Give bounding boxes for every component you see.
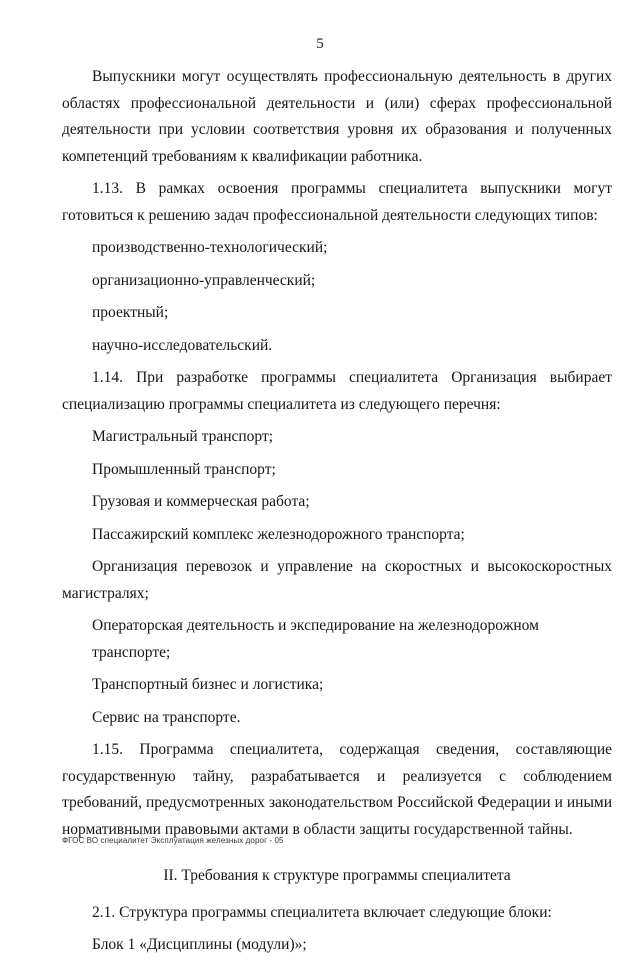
paragraph-1-14: 1.14. При разработке программы специалитета Организация выбирает специализацию программы специалитета из следующего перечня: — [62, 369, 612, 413]
list-item-type: проектный; — [92, 304, 169, 321]
section-heading: II. Требования к структуре программы специалитета — [163, 867, 511, 884]
list-item-specialization: Операторская деятельность и экспедирование на железнодорожном транспорте; — [92, 617, 539, 661]
list-item-block: Блок 1 «Дисциплины (модули)»; — [92, 936, 307, 953]
footer-note: ФГОС ВО специалитет Эксплуатация железных дорог - 05 — [62, 836, 284, 845]
document-body — [62, 64, 612, 965]
list-item-specialization: Транспортный бизнес и логистика; — [92, 676, 324, 693]
list-item-type: научно-исследовательский. — [92, 336, 273, 354]
list-item-specialization: Промышленный транспорт; — [92, 460, 276, 478]
list-item-type: производственно-технологический; — [92, 239, 328, 256]
paragraph-1-15: 1.15. Программа специалитета, содержащая сведения, составляющие государственную тайну, разрабатывается и реализуется с соблюдением требований, предусмотренных законодательством Российской Федерации и иными нормативными правовыми актами в области защиты государственной тайны. — [62, 741, 612, 838]
list-item-specialization: Магистральный транспорт; — [92, 428, 274, 445]
list-item-specialization: Грузовая и коммерческая работа; — [92, 493, 310, 510]
paragraph-1-13: 1.13. В рамках освоения программы специалитета выпускники могут готовиться к решению задач профессиональной деятельности следующих типов: — [62, 180, 612, 224]
list-item-type: организационно-управленческий; — [92, 271, 316, 289]
list-item-specialization: Сервис на транспорте. — [92, 708, 241, 726]
list-item-specialization: Организация перевозок и управление на скоростных и высокоскоростных магистралях; — [62, 558, 612, 602]
paragraph-2-1: 2.1. Структура программы специалитета включает следующие блоки: — [92, 903, 552, 921]
paragraph-graduates-other-areas: Выпускники могут осуществлять профессиональную деятельность в других областях профессиональной деятельности и (или) сферах профессиональной деятельности при условии соответствия уровня их образования и полученных компетенций требованиям к квалификации работника. — [62, 68, 612, 165]
list-item-specialization: Пассажирский комплекс железнодорожного транспорта; — [92, 525, 465, 543]
page-number: 5 — [316, 36, 324, 52]
